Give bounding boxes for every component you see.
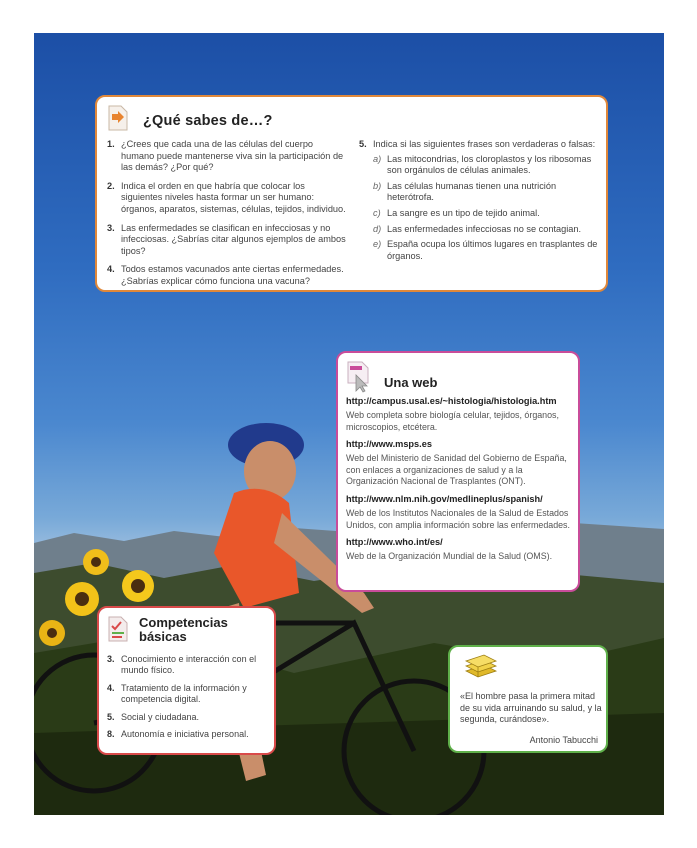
quiz-statement: b) Las células humanas tienen una nutrición heterótrofa. (373, 180, 557, 203)
quiz-left-column (107, 139, 347, 295)
document-arrow-icon (107, 105, 129, 136)
competencias-list (107, 654, 272, 746)
books-icon (464, 653, 498, 688)
web-link[interactable]: http://www.msps.es (346, 439, 432, 450)
quiz-statement: d) Las enfermedades infecciosas no se contagian. (373, 223, 582, 234)
quiz-question: 3. Las enfermedades se clasifican en infecciosas y no infecciosas. ¿Sabrías citar algunos ejemplos de ambos tipos? (107, 222, 346, 256)
web-link-description: Web del Ministerio de Sanidad del Gobierno de España, con enlaces a organizaciones de salud y a la Organización Nacional de Trasplantes (ONT). (346, 453, 567, 487)
web-link-list (346, 395, 576, 568)
quote-text: «El hombre pasa la primera mitad de su vida arruinando su salud, y la segunda, curándose». (460, 691, 602, 725)
quiz-right-column (359, 139, 601, 266)
una-web-header (346, 361, 437, 398)
quiz-question: 2. Indica el orden en que habría que colocar los siguientes niveles hasta formar un ser humano: órganos, aparatos, sistemas, células, tejidos, individuo. (107, 180, 346, 214)
una-web-card (336, 351, 580, 592)
que-sabes-de-card (95, 95, 608, 292)
quiz-statement: a) Las mitocondrias, los cloroplastos y los ribosomas son orgánulos de células animales. (373, 153, 592, 176)
competencia-item: 4. Tratamiento de la información y competencia digital. (107, 682, 247, 705)
web-link[interactable]: http://www.who.int/es/ (346, 537, 443, 548)
competencia-item: 3. Conocimiento e interacción con el mundo físico. (107, 654, 257, 676)
web-link[interactable]: http://campus.usal.es/~histologia/histologia.htm (346, 396, 557, 406)
competencia-item: 5. Social y ciudadana. (107, 711, 200, 722)
checklist-icon (107, 616, 129, 647)
que-sabes-de-header (107, 105, 273, 136)
que-sabes-de-title: ¿Qué sabes de…? (143, 112, 273, 129)
web-link-description: Web de la Organización Mundial de la Salud (OMS). (346, 551, 553, 562)
quote-card (448, 645, 608, 753)
web-link[interactable]: http://www.nlm.nih.gov/medlineplus/spanish/ (346, 493, 543, 504)
quote-author: Antonio Tabucchi (529, 735, 598, 745)
web-link-description: Web completa sobre biología celular, tejidos, órganos, microscopios, etcétera. (346, 410, 559, 432)
una-web-title: Una web (384, 375, 438, 390)
quiz-question: 1. ¿Crees que cada una de las células del cuerpo humano puede mantenerse viva sin la participación de las demás? ¿Por qué? (107, 139, 344, 173)
web-cursor-icon (346, 361, 372, 398)
quiz-question: 4. Todos estamos vacunados ante ciertas enfermedades. ¿Sabrías explicar cómo funciona una vacuna? (107, 264, 344, 286)
competencias-title: Competencias básicas (139, 615, 228, 644)
competencia-item: 8. Autonomía e iniciativa personal. (107, 729, 249, 740)
competencias-header (107, 616, 228, 647)
web-link-description: Web de los Institutos Nacionales de la Salud de Estados Unidos, con amplia información sobre las enfermedades. (346, 507, 570, 530)
competencias-card (97, 606, 276, 755)
quiz-question: 5. Indica si las siguientes frases son verdaderas o falsas: (359, 139, 596, 149)
quiz-statement: e) España ocupa los últimos lugares en trasplantes de órganos. (373, 239, 598, 261)
quiz-statement: c) La sangre es un tipo de tejido animal. (373, 207, 540, 218)
